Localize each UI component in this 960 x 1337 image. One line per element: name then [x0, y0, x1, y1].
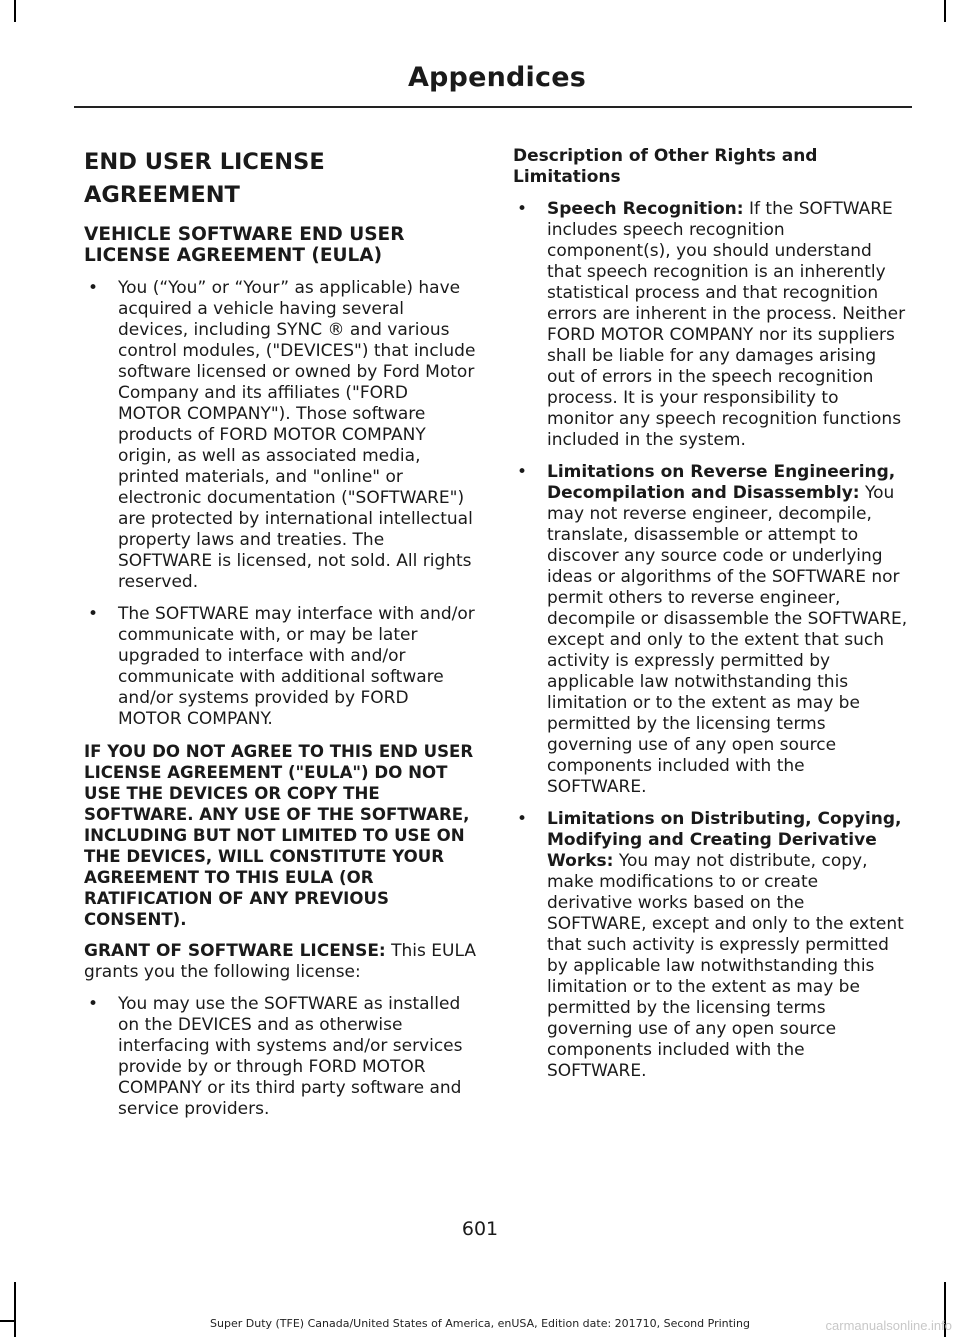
- grant-text: This EULA grants you the following license:: [84, 941, 476, 982]
- right-column: [513, 146, 908, 1093]
- left-column: [84, 146, 476, 1131]
- rights-heading: Description of Other Rights and Limitations: [513, 146, 818, 187]
- page-number: 601: [461, 1218, 499, 1240]
- item-term: Limitations on Reverse Engineering, Decompilation and Disassembly:: [547, 462, 896, 503]
- item-term: Speech Recognition:: [547, 199, 744, 219]
- footer-edition-info: Super Duty (TFE) Canada/United States of America, enUSA, Edition date: 201710, Second Printing: [210, 1317, 750, 1330]
- crop-mark-top-left: [14, 0, 16, 22]
- item-text: You may not distribute, copy, make modifications to or create derivative works based on the SOFTWARE, except and only to the extent that such activity is expressly permitted by applicable law notwithstanding this limitation or to the extent as may be permitted by the licensing terms governing use of any open source components included with the SOFTWARE.: [547, 851, 904, 1081]
- grant-heading: GRANT OF SOFTWARE LICENSE:: [84, 941, 386, 961]
- item-text: If the SOFTWARE includes speech recognition component(s), you should understand that speech recognition is an inherently statistical process and that recognition errors are inherent in the process. Neither FORD MOTOR COMPANY nor its suppliers shall be liable for any damages arising out of errors in the speech recognition process. It is your responsibility to monitor any speech recognition functions included in the system.: [547, 199, 906, 450]
- document-title: [84, 146, 476, 212]
- grant-bullet-list: [84, 994, 476, 1120]
- list-item: [513, 809, 908, 1082]
- document-title-line1: END USER LICENSE: [84, 149, 325, 175]
- list-item: [513, 462, 908, 798]
- list-item: • You may use the SOFTWARE as installed on the DEVICES and as otherwise interfacing with systems and/or services provide by or through FORD MOTOR COMPANY or its third party software and service providers.: [84, 994, 476, 1120]
- eula-subtitle: VEHICLE SOFTWARE END USER LICENSE AGREEMENT (EULA): [84, 224, 405, 266]
- item-text: You may not reverse engineer, decompile, translate, disassemble or attempt to discover any source code or underlying ideas or algorithms of the SOFTWARE nor permit others to reverse engineer, decompile or disassemble the SOFTWARE, except and only to the extent that such activity is expressly permitted by applicable law notwithstanding this limitation or to the extent as may be permitted by the licensing terms governing use of any open source components included with the SOFTWARE.: [547, 483, 908, 797]
- list-item: • The SOFTWARE may interface with and/or communicate with, or may be later upgraded to interface with and/or communicate with additional software and/or systems provided by FORD MOTOR COMPANY.: [84, 604, 476, 730]
- crop-mark-top-right: [944, 0, 946, 22]
- list-item: • You (“You” or “Your” as applicable) have acquired a vehicle having several devices, including SYNC ® and various control modules, ("DEVICES") that include software licensed or owned by Ford Motor Company and its affiliates ("FORD MOTOR COMPANY"). Those software products of FORD MOTOR COMPANY origin, as well as associated media, printed materials, and "online" or electronic documentation ("SOFTWARE") are protected by international intellectual property laws and treaties. The SOFTWARE is licensed, not sold. All rights reserved.: [84, 278, 476, 593]
- list-item: [513, 199, 908, 451]
- grant-paragraph: [84, 941, 476, 983]
- agreement-warning: IF YOU DO NOT AGREE TO THIS END USER LICENSE AGREEMENT ("EULA") DO NOT USE THE DEVICES OR COPY THE SOFTWARE. ANY USE OF THE SOFTWARE, INCLUDING BUT NOT LIMITED TO USE ON THE DEVICES, WILL CONSTITUTE YOUR AGREEMENT TO THIS EULA (OR RATIFICATION OF ANY PREVIOUS CONSENT).: [84, 742, 474, 929]
- watermark: carmanualsonline.info: [825, 1318, 952, 1333]
- document-title-line2: AGREEMENT: [84, 182, 240, 208]
- page-section-title: Appendices: [407, 62, 586, 93]
- item-term: Limitations on Distributing, Copying, Modifying and Creating Derivative Works:: [547, 809, 902, 871]
- intro-bullet-list: [84, 278, 476, 730]
- header-divider: [74, 106, 912, 108]
- rights-bullet-list: [513, 199, 908, 1082]
